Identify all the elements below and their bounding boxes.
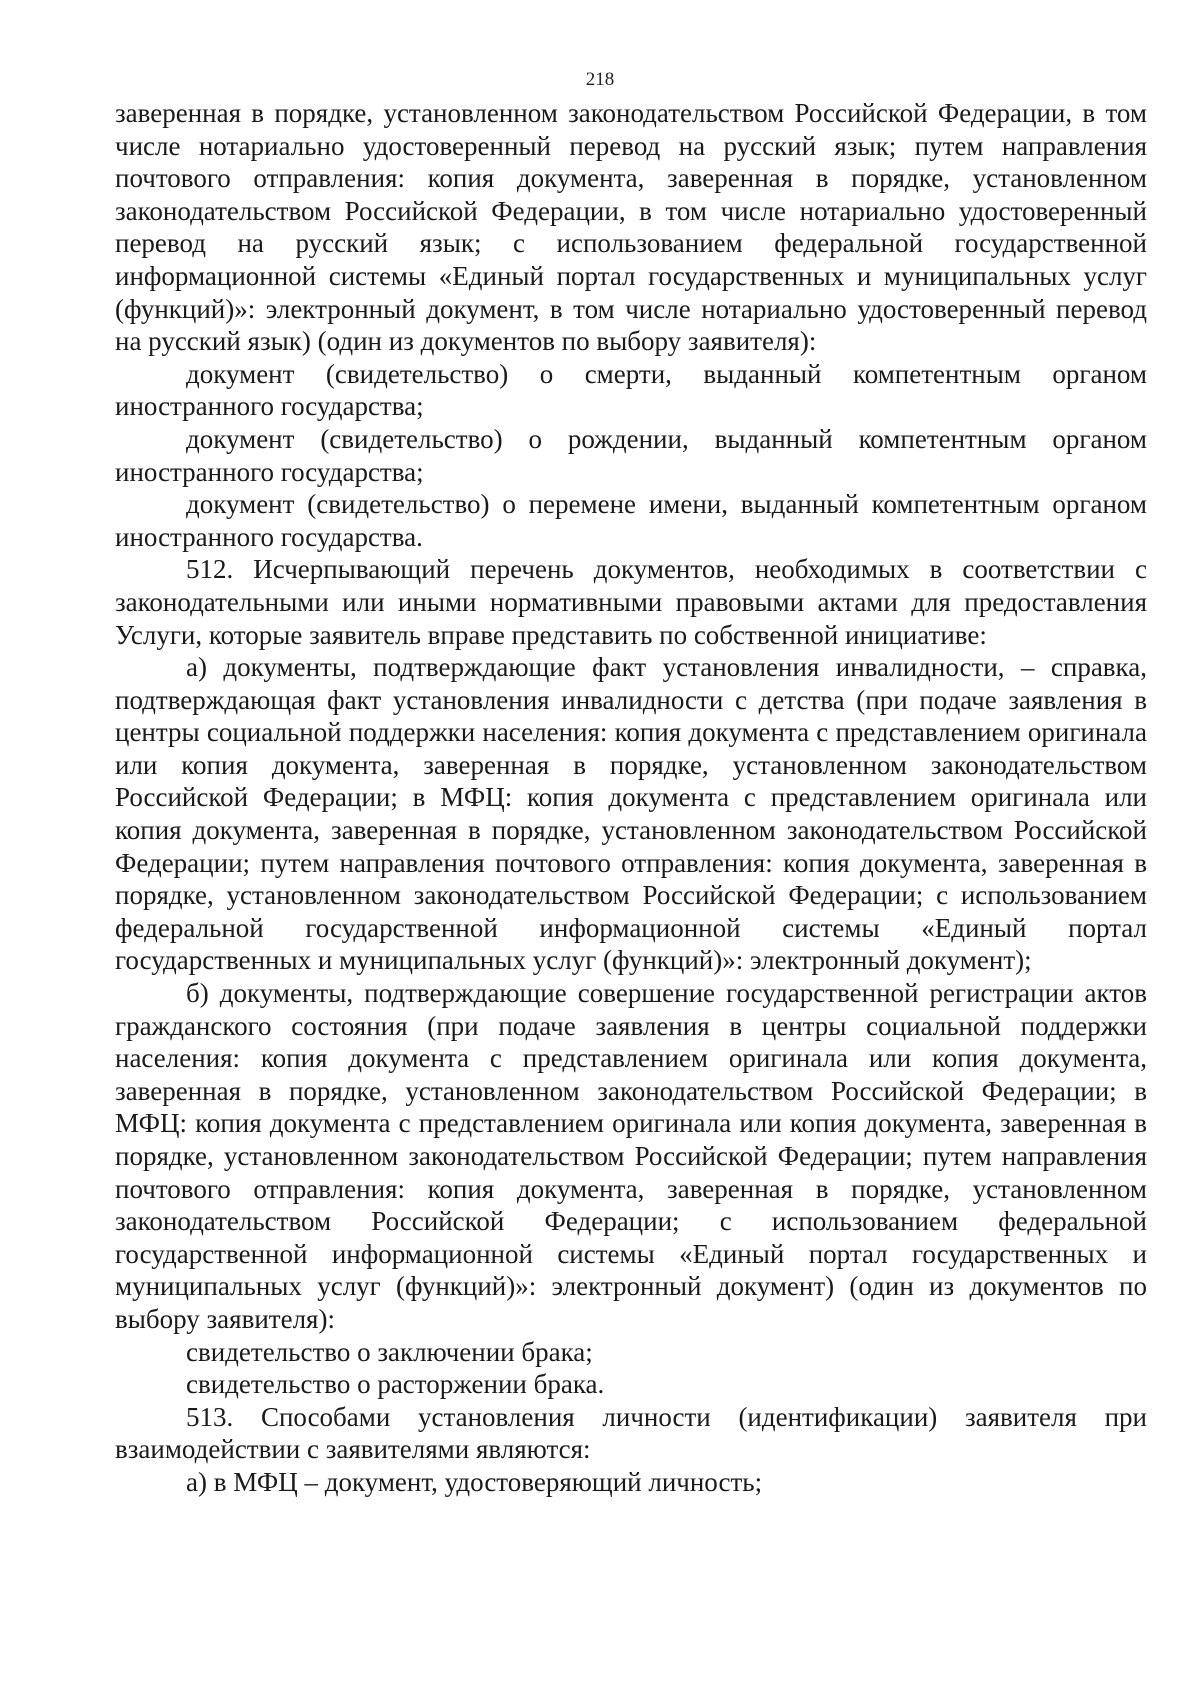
document-body <box>115 97 1147 1499</box>
paragraph-512-b: б) документы, подтверждающие совершение государственной регистрации актов гражданского состояния (при подаче заявления в центры социальной поддержки населения: копия документа с представлением оригинала или копия документа, заверенная в порядке, установленном законодательством Российской Федерации; в МФЦ: копия документа с представлением оригинала или копия документа, заверенная в порядке, установленном законодательством Российской Федерации; путем направления почтового отправления: копия документа, заверенная в порядке, установленном законодательством Российской Федерации; с использованием федеральной государственной информационной системы «Единый портал государственных и муниципальных услуг (функций)»: электронный документ) (один из документов по выбору заявителя): <box>115 978 1147 1334</box>
paragraph-name-change-certificate: документ (свидетельство) о перемене имени, выданный компетентным органом иностранного государства. <box>115 489 1147 552</box>
paragraph-divorce-certificate: свидетельство о расторжении брака. <box>186 1369 605 1400</box>
paragraph-continuation: заверенная в порядке, установленном законодательством Российской Федерации, в том числе нотариально удостоверенный перевод на русский язык; путем направления почтового отправления: копия документа, заверенная в порядке, установленном законодательством Российской Федерации, в том числе нотариально удостоверенный перевод на русский язык; с использованием федеральной государственной информационной системы «Единый портал государственных и муниципальных услуг (функций)»: электронный документ, в том числе нотариально удостоверенный перевод на русский язык) (один из документов по выбору заявителя): <box>115 98 1147 357</box>
page-number: 218 <box>585 69 615 90</box>
paragraph-512-a: а) документы, подтверждающие факт установления инвалидности, – справка, подтверждающая факт установления инвалидности с детства (при подаче заявления в центры социальной поддержки населения: копия документа с представлением оригинала или копия документа, заверенная в порядке, установленном законодательством Российской Федерации; в МФЦ: копия документа с представлением оригинала или копия документа, заверенная в порядке, установленном законодательством Российской Федерации; путем направления почтового отправления: копия документа, заверенная в порядке, установленном законодательством Российской Федерации; с использованием федеральной государственной информационной системы «Единый портал государственных и муниципальных услуг (функций)»: электронный документ); <box>115 652 1147 976</box>
paragraph-513-a: а) в МФЦ – документ, удостоверяющий личность; <box>186 1466 763 1497</box>
paragraph-death-certificate: документ (свидетельство) о смерти, выданный компетентным органом иностранного государства; <box>115 358 1147 422</box>
paragraph-512: 512. Исчерпывающий перечень документов, необходимых в соответствии с законодательными или иными нормативными правовыми актами для предоставления Услуги, которые заявитель вправе представить по собственной инициативе: <box>115 554 1147 650</box>
paragraph-marriage-certificate: свидетельство о заключении брака; <box>186 1336 593 1367</box>
paragraph-birth-certificate: документ (свидетельство) о рождении, выданный компетентным органом иностранного государства; <box>115 423 1147 487</box>
paragraph-513: 513. Способами установления личности (идентификации) заявителя при взаимодействии с заявителями являются: <box>115 1401 1147 1465</box>
